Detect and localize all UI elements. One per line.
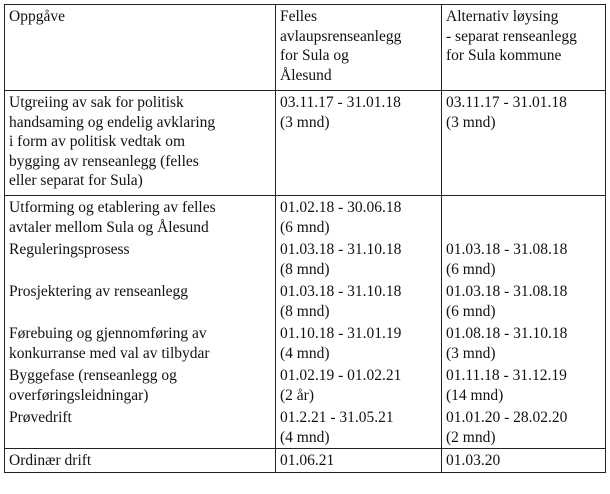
header-alternativ [442, 5, 606, 91]
task-cell [5, 322, 276, 364]
header-felles-line: avlaupsrenseanlegg [280, 27, 402, 45]
alternativ-cell [442, 238, 606, 280]
header-felles-line: Ålesund [280, 66, 332, 84]
date-range: 01.11.18 - 31.12.19 [446, 367, 567, 384]
task-line: avtaler mellom Sula og Ålesund [9, 218, 209, 236]
table-row [5, 364, 606, 406]
task-line: konkurranse med val av tilbydar [9, 344, 210, 362]
header-felles [276, 5, 442, 91]
task-line: Byggefase (renseanlegg og [9, 367, 177, 384]
header-row [5, 5, 606, 91]
header-alternativ-line: for Sula kommune [446, 47, 562, 64]
task-line: Reguleringsprosess [9, 241, 130, 258]
table-row [5, 196, 606, 239]
task-line: i form av politisk vedtak om [9, 133, 186, 150]
duration: (6 mnd) [280, 218, 330, 236]
alternativ-cell [442, 364, 606, 406]
duration: (6 mnd) [446, 260, 496, 278]
alternativ-cell [442, 91, 606, 196]
task-cell [5, 91, 276, 196]
schedule-table [4, 4, 606, 473]
table-row [5, 322, 606, 364]
date-range: 03.11.17 - 31.01.18 [280, 94, 401, 111]
felles-cell [276, 280, 442, 322]
date-range: 01.03.18 - 31.08.18 [446, 283, 568, 300]
task-line: Utgreiing av sak for politisk [9, 94, 184, 111]
header-alternativ-line: - separat renseanlegg [446, 27, 577, 45]
table-row [5, 406, 606, 449]
task-line: Ordinær drift [9, 452, 92, 469]
date-range: 01.02.19 - 01.02.21 [280, 367, 402, 384]
header-felles-line: Felles [280, 8, 318, 25]
task-line: eller separat for Sula) [9, 172, 143, 189]
date-range: 01.03.18 - 31.10.18 [280, 241, 402, 258]
table-row [5, 91, 606, 196]
table-row [5, 280, 606, 322]
alternativ-cell [442, 406, 606, 449]
felles-cell [276, 91, 442, 196]
duration: (4 mnd) [280, 428, 330, 446]
felles-cell [276, 449, 442, 473]
header-task-text: Oppgåve [9, 8, 65, 25]
date-range: 01.08.18 - 31.10.18 [446, 325, 568, 342]
date: 01.03.20 [446, 452, 501, 469]
alternativ-cell [442, 322, 606, 364]
task-line: bygging av renseanlegg (felles [9, 152, 199, 170]
duration: (3 mnd) [280, 113, 330, 131]
felles-cell [276, 196, 442, 239]
felles-cell [276, 406, 442, 449]
task-cell [5, 449, 276, 473]
table-row [5, 449, 606, 473]
duration: (6 mnd) [446, 302, 496, 320]
felles-cell [276, 238, 442, 280]
task-cell [5, 364, 276, 406]
date-range: 01.2.21 - 31.05.21 [280, 409, 394, 426]
duration: (4 mnd) [280, 344, 330, 362]
task-line: Prosjektering av renseanlegg [9, 283, 189, 300]
alternativ-cell [442, 449, 606, 473]
header-alternativ-line: Alternativ løysing [446, 8, 559, 25]
duration: (8 mnd) [280, 260, 330, 278]
date-range: 01.01.20 - 28.02.20 [446, 409, 568, 426]
task-line: Utforming og etablering av felles [9, 199, 216, 216]
duration: (8 mnd) [280, 302, 330, 320]
duration: (3 mnd) [446, 113, 496, 131]
felles-cell [276, 364, 442, 406]
date-range: 01.03.18 - 31.10.18 [280, 283, 402, 300]
table-row [5, 238, 606, 280]
date-range: 01.02.18 - 30.06.18 [280, 199, 402, 216]
task-cell [5, 238, 276, 280]
date: 01.06.21 [280, 452, 335, 469]
task-line: Førebuing og gjennomføring av [9, 325, 207, 342]
date-range: 01.03.18 - 31.08.18 [446, 241, 568, 258]
duration: (2 år) [280, 386, 314, 404]
alternativ-cell [442, 280, 606, 322]
task-line: Prøvedrift [9, 409, 72, 426]
alternativ-cell [442, 196, 606, 239]
task-cell [5, 280, 276, 322]
task-line: handsaming og endelig avklaring [9, 113, 216, 131]
felles-cell [276, 322, 442, 364]
duration: (14 mnd) [446, 386, 504, 404]
task-cell [5, 196, 276, 239]
date-range: 01.10.18 - 31.01.19 [280, 325, 402, 342]
header-task [5, 5, 276, 91]
header-felles-line: for Sula og [280, 47, 349, 64]
duration: (3 mnd) [446, 344, 496, 362]
duration: (2 mnd) [446, 428, 496, 446]
task-cell [5, 406, 276, 449]
date-range: 03.11.17 - 31.01.18 [446, 94, 567, 111]
task-line: overføringsleidningar) [9, 386, 149, 404]
